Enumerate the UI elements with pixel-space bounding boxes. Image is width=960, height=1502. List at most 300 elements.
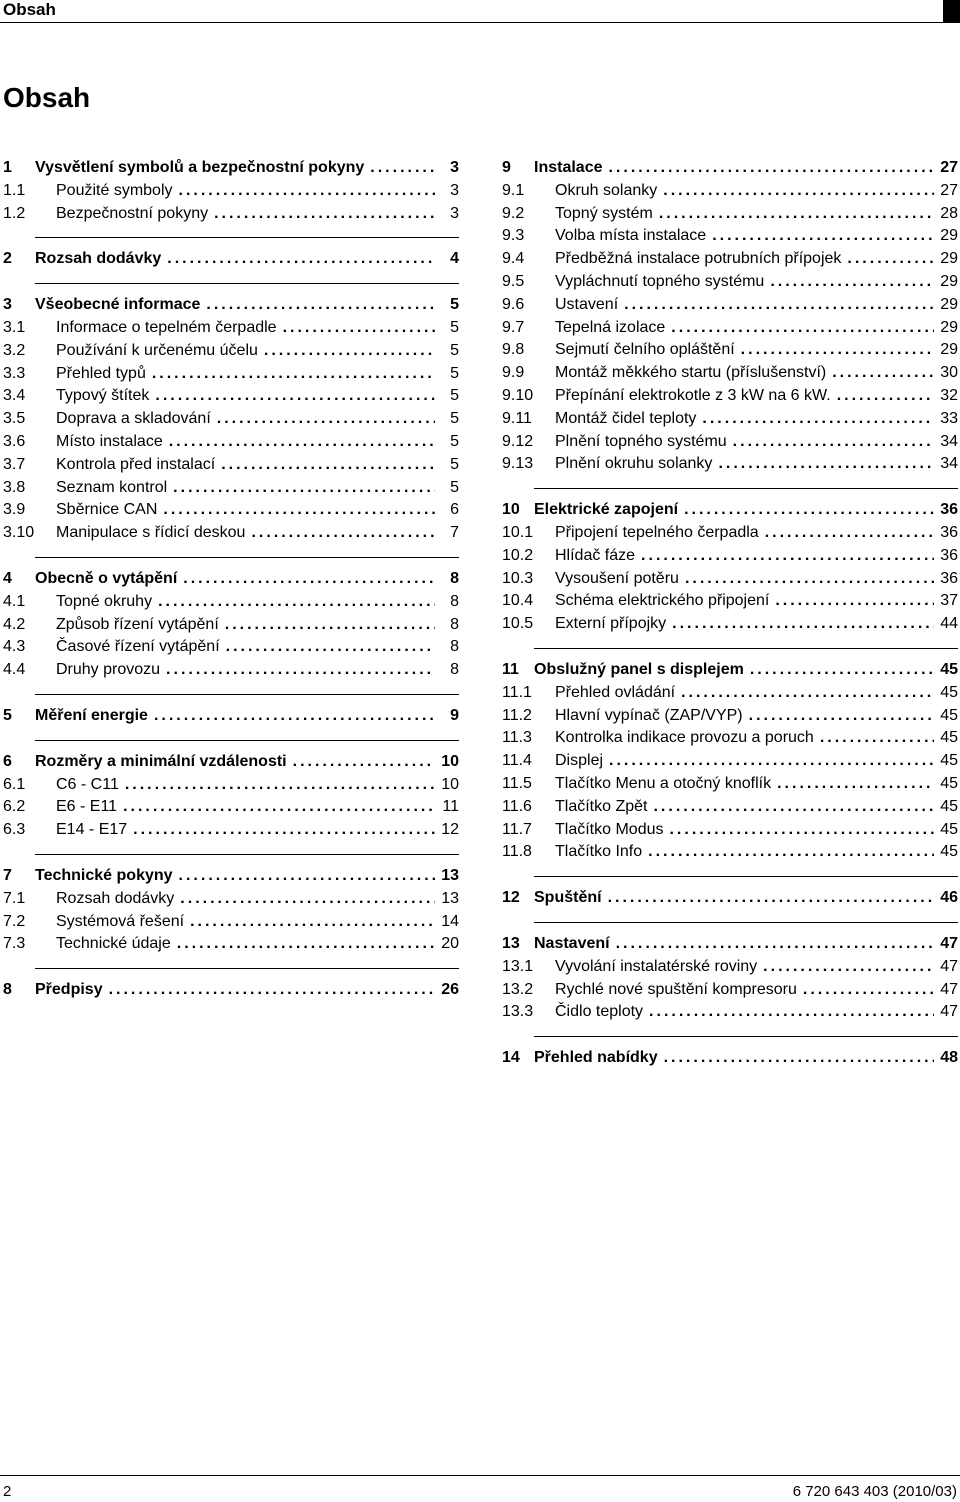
- dot-leader: [641, 545, 934, 568]
- toc-entry-page: 20: [441, 935, 459, 953]
- toc-entry-number: 9.4: [502, 250, 525, 268]
- dot-leader: [180, 888, 435, 911]
- toc-entry-title: Elektrické zapojení: [534, 501, 679, 519]
- toc-entry-page: 44: [940, 615, 958, 633]
- toc-subsection-entry[interactable]: [502, 841, 958, 864]
- page-title: Obsah: [3, 82, 91, 113]
- toc-entry-number: 3.9: [3, 501, 26, 519]
- toc-subsection-entry[interactable]: [502, 796, 958, 819]
- toc-entry-title: Schéma elektrického připojení: [555, 592, 770, 610]
- toc-entry-page: 13: [441, 866, 459, 884]
- toc-section: [3, 968, 459, 1002]
- toc-entry-page: 36: [940, 546, 958, 564]
- toc-entry-number: 11.4: [502, 752, 532, 770]
- toc-entry-page: 28: [940, 204, 958, 222]
- toc-entry-page: 5: [450, 387, 459, 405]
- toc-entry-page: 34: [940, 455, 958, 473]
- toc-entry-title: Předběžná instalace potrubních přípojek: [555, 250, 842, 268]
- toc-entry-title: E6 - E11: [56, 798, 118, 816]
- toc-entry-title: Technické pokyny: [35, 866, 173, 884]
- toc-entry-title: Přehled typů: [56, 364, 146, 382]
- toc-section: [502, 922, 958, 1024]
- toc-entry-page: 8: [450, 615, 459, 633]
- dot-leader: [214, 203, 435, 226]
- toc-entry-page: 5: [450, 296, 459, 314]
- toc-entry-title: Manipulace s řídicí deskou: [56, 524, 246, 542]
- toc-section: [3, 283, 459, 545]
- toc-entry-title: Plnění okruhu solanky: [555, 455, 713, 473]
- toc-subsection-entry[interactable]: [3, 522, 459, 545]
- toc-entry-title: Používání k určenému účelu: [56, 341, 258, 359]
- footer-page-number: 2: [3, 1483, 12, 1500]
- toc-entry-page: 36: [940, 523, 958, 541]
- dot-leader: [837, 385, 934, 408]
- toc-subsection-entry[interactable]: [502, 773, 958, 796]
- toc-subsection-entry[interactable]: [502, 248, 958, 271]
- toc-chapter-entry[interactable]: [502, 659, 958, 682]
- dot-leader: [173, 477, 435, 500]
- toc-entry-number: 13: [502, 934, 520, 952]
- toc-entry-page: 9: [450, 706, 459, 724]
- toc-entry-number: 13.3: [502, 1003, 534, 1021]
- dot-leader: [803, 979, 934, 1002]
- toc-entry-number: 13.2: [502, 980, 534, 998]
- toc-subsection-entry[interactable]: [502, 956, 958, 979]
- toc-entry-number: 3.6: [3, 432, 26, 450]
- toc-entry-title: Volba místa instalace: [555, 227, 707, 245]
- toc-subsection-entry[interactable]: [502, 408, 958, 431]
- toc-entry-title: Vysoušení potěru: [555, 569, 679, 587]
- toc-entry-title: Tlačítko Info: [555, 843, 643, 861]
- toc-subsection-entry[interactable]: [3, 363, 459, 386]
- toc-subsection-entry[interactable]: [3, 317, 459, 340]
- toc-entry-number: 11.1: [502, 683, 532, 701]
- dot-leader: [251, 522, 435, 545]
- dot-leader: [183, 568, 435, 591]
- dot-leader: [718, 453, 934, 476]
- dot-leader: [177, 933, 435, 956]
- toc-entry-page: 30: [940, 364, 958, 382]
- toc-chapter-entry[interactable]: [3, 705, 459, 728]
- dot-leader: [123, 796, 435, 819]
- toc-entry-number: 10.2: [502, 546, 534, 564]
- toc-chapter-entry[interactable]: [502, 1047, 958, 1070]
- toc-entry-title: C6 - C11: [56, 775, 119, 793]
- toc-entry-page: 32: [940, 386, 958, 404]
- toc-subsection-entry[interactable]: [502, 522, 958, 545]
- toc-entry-page: 34: [940, 432, 958, 450]
- toc-entry-title: Připojení tepelného čerpadla: [555, 523, 759, 541]
- toc-entry-title: Ustavení: [555, 295, 619, 313]
- dot-leader: [832, 362, 934, 385]
- toc-subsection-entry[interactable]: [502, 545, 958, 568]
- toc-entry-title: Seznam kontrol: [56, 478, 168, 496]
- toc-entry-title: Rozsah dodávky: [56, 889, 175, 907]
- toc-entry-number: 4: [3, 569, 12, 587]
- toc-subsection-entry[interactable]: [502, 317, 958, 340]
- toc-subsection-entry[interactable]: [3, 454, 459, 477]
- toc-section: [3, 237, 459, 271]
- toc-entry-page: 45: [940, 706, 958, 724]
- toc-entry-page: 27: [940, 181, 958, 199]
- dot-leader: [702, 408, 934, 431]
- toc-subsection-entry[interactable]: [3, 180, 459, 203]
- toc-entry-title: Rychlé nové spuštění kompresoru: [555, 980, 797, 998]
- toc-entry-number: 10: [502, 501, 520, 519]
- toc-entry-page: 12: [441, 821, 459, 839]
- toc-entry-number: 7.3: [3, 935, 26, 953]
- toc-entry-title: Systémová řešení: [56, 912, 185, 930]
- toc-entry-page: 11: [442, 798, 459, 816]
- toc-entry-title: Přehled nabídky: [534, 1049, 658, 1067]
- toc-subsection-entry[interactable]: [502, 568, 958, 591]
- toc-subsection-entry[interactable]: [502, 613, 958, 636]
- toc-section: [502, 157, 958, 476]
- toc-entry-page: 27: [940, 159, 958, 176]
- toc-section: [502, 488, 958, 636]
- dot-leader: [649, 1001, 934, 1024]
- toc-entry-page: 10: [441, 775, 459, 793]
- toc-entry-title: Tepelná izolace: [555, 318, 666, 336]
- toc-entry-page: 36: [940, 569, 958, 587]
- toc-subsection-entry[interactable]: [3, 774, 459, 797]
- toc-entry-page: 5: [450, 478, 459, 496]
- toc-entry-title: Předpisy: [35, 981, 103, 999]
- dot-leader: [158, 591, 435, 614]
- toc-entry-title: Vypláchnutí topného systému: [555, 272, 765, 290]
- dot-leader: [648, 841, 934, 864]
- toc-chapter-entry[interactable]: [3, 865, 459, 888]
- toc-entry-number: 13.1: [502, 957, 534, 975]
- toc-entry-number: 9.12: [502, 432, 534, 450]
- toc-entry-title: Přehled ovládání: [555, 683, 676, 701]
- dot-leader: [820, 727, 934, 750]
- dot-leader: [684, 499, 934, 522]
- toc-entry-number: 6.1: [3, 775, 26, 793]
- toc-subsection-entry[interactable]: [502, 203, 958, 226]
- toc-entry-title: Všeobecné informace: [35, 296, 201, 314]
- toc-entry-number: 9.6: [502, 295, 525, 313]
- running-header-label: Obsah: [3, 0, 56, 19]
- toc-entry-number: 1: [3, 159, 12, 176]
- toc-entry-title: Hlavní vypínač (ZAP/VYP): [555, 706, 743, 724]
- toc-entry-number: 9.8: [502, 341, 525, 359]
- toc-entry-number: 10.4: [502, 592, 534, 610]
- toc-entry-page: 5: [450, 455, 459, 473]
- dot-leader: [179, 865, 435, 888]
- toc-entry-page: 29: [940, 250, 958, 268]
- toc-entry-number: 6: [3, 752, 12, 770]
- toc-chapter-entry[interactable]: [502, 887, 958, 910]
- toc-entry-page: 5: [450, 341, 459, 359]
- dot-leader: [225, 614, 435, 637]
- toc-entry-number: 2: [3, 250, 12, 268]
- dot-leader: [155, 385, 435, 408]
- dot-leader: [685, 568, 934, 591]
- toc-chapter-entry[interactable]: [502, 499, 958, 522]
- dot-leader: [616, 933, 934, 956]
- dot-leader: [133, 819, 435, 842]
- toc-section: [3, 557, 459, 682]
- running-header: [0, 0, 960, 22]
- toc-subsection-entry[interactable]: [3, 340, 459, 363]
- toc-entry-page: 45: [940, 729, 958, 747]
- toc-subsection-entry[interactable]: [3, 911, 459, 934]
- dot-leader: [659, 203, 934, 226]
- toc-entry-page: 14: [441, 912, 459, 930]
- toc-entry-title: Montáž čidel teploty: [555, 409, 697, 427]
- toc-chapter-entry[interactable]: [3, 568, 459, 591]
- toc-entry-title: Informace o tepelném čerpadle: [56, 318, 277, 336]
- dot-leader: [608, 157, 934, 180]
- toc-entry-title: Bezpečnostní pokyny: [56, 204, 209, 222]
- toc-chapter-entry[interactable]: [502, 157, 958, 180]
- toc-subsection-entry[interactable]: [502, 294, 958, 317]
- toc-entry-number: 9.9: [502, 364, 525, 382]
- toc-entry-title: Spuštění: [534, 889, 602, 907]
- toc-entry-page: 45: [940, 820, 958, 838]
- toc-entry-number: 3.5: [3, 410, 26, 428]
- toc-entry-number: 3: [3, 296, 12, 314]
- toc-chapter-entry[interactable]: [502, 933, 958, 956]
- toc-subsection-entry[interactable]: [3, 796, 459, 819]
- toc-entry-number: 11: [502, 660, 519, 678]
- dot-leader: [152, 363, 435, 386]
- dot-leader: [775, 590, 934, 613]
- toc-subsection-entry[interactable]: [502, 750, 958, 773]
- toc-entry-page: 5: [450, 364, 459, 382]
- toc-subsection-entry[interactable]: [3, 636, 459, 659]
- dot-leader: [264, 340, 435, 363]
- toc-subsection-entry[interactable]: [502, 225, 958, 248]
- dot-leader: [741, 339, 934, 362]
- toc-section: [3, 157, 459, 225]
- toc-subsection-entry[interactable]: [502, 819, 958, 842]
- toc-entry-page: 7: [450, 524, 459, 542]
- toc-entry-number: 3.10: [3, 524, 35, 542]
- toc-entry-title: Typový štítek: [56, 387, 150, 405]
- toc-entry-page: 3: [450, 159, 459, 176]
- toc-entry-page: 6: [450, 501, 459, 519]
- toc-entry-page: 3: [450, 204, 459, 222]
- dot-leader: [681, 682, 934, 705]
- toc-subsection-entry[interactable]: [502, 682, 958, 705]
- toc-entry-title: Doprava a skladování: [56, 410, 211, 428]
- toc-subsection-entry[interactable]: [502, 590, 958, 613]
- dot-leader: [664, 1047, 934, 1070]
- toc-entry-number: 11.5: [502, 774, 532, 792]
- toc-entry-number: 10.5: [502, 615, 534, 633]
- footer-rule: [0, 1475, 960, 1476]
- toc-subsection-entry[interactable]: [3, 819, 459, 842]
- toc-entry-page: 5: [450, 432, 459, 450]
- toc-entry-page: 29: [940, 295, 958, 313]
- toc-entry-number: 11.7: [502, 820, 532, 838]
- toc-entry-page: 45: [940, 752, 958, 770]
- toc-entry-page: 8: [450, 661, 459, 679]
- toc-entry-number: 11.8: [502, 843, 532, 861]
- toc-entry-title: Použité symboly: [56, 181, 173, 199]
- dot-leader: [624, 294, 934, 317]
- toc-entry-page: 45: [940, 797, 958, 815]
- toc-entry-title: Časové řízení vytápění: [56, 638, 220, 656]
- toc-entry-page: 26: [441, 981, 459, 999]
- toc-entry-number: 4.1: [3, 592, 26, 610]
- toc-chapter-entry[interactable]: [3, 979, 459, 1002]
- toc-entry-number: 14: [502, 1049, 520, 1067]
- dot-leader: [370, 157, 435, 180]
- toc-subsection-entry[interactable]: [502, 180, 958, 203]
- toc-section: [3, 740, 459, 842]
- toc-entry-number: 6.3: [3, 821, 26, 839]
- toc-entry-number: 9.11: [502, 409, 532, 427]
- toc-entry-number: 3.7: [3, 455, 26, 473]
- toc-subsection-entry[interactable]: [502, 453, 958, 476]
- toc-entry-title: Sběrnice CAN: [56, 501, 158, 519]
- dot-leader: [163, 499, 435, 522]
- toc-subsection-entry[interactable]: [3, 659, 459, 682]
- toc-entry-number: 6.2: [3, 798, 26, 816]
- toc-entry-title: Okruh solanky: [555, 181, 658, 199]
- toc-entry-number: 11.2: [502, 706, 532, 724]
- toc-entry-number: 9.13: [502, 455, 534, 473]
- toc-entry-title: Způsob řízení vytápění: [56, 615, 219, 633]
- toc-entry-page: 45: [940, 774, 958, 792]
- toc-subsection-entry[interactable]: [3, 591, 459, 614]
- toc-entry-title: Plnění topného systému: [555, 432, 727, 450]
- toc-subsection-entry[interactable]: [502, 339, 958, 362]
- toc-entry-page: 13: [441, 889, 459, 907]
- dot-leader: [221, 454, 435, 477]
- toc-subsection-entry[interactable]: [3, 385, 459, 408]
- toc-entry-page: 10: [441, 752, 459, 770]
- dot-leader: [166, 659, 435, 682]
- dot-leader: [712, 225, 934, 248]
- toc-entry-page: 48: [940, 1049, 958, 1067]
- dot-leader: [750, 659, 934, 682]
- toc-subsection-entry[interactable]: [3, 203, 459, 226]
- toc-entry-title: Vyvolání instalatérské roviny: [555, 957, 758, 975]
- toc-subsection-entry[interactable]: [3, 408, 459, 431]
- dot-leader: [777, 773, 934, 796]
- dot-leader: [226, 636, 435, 659]
- toc-entry-number: 1.1: [3, 181, 26, 199]
- toc-entry-number: 7.1: [3, 889, 26, 907]
- toc-entry-page: 45: [940, 683, 958, 701]
- dot-leader: [663, 180, 934, 203]
- header-marker: [943, 0, 960, 22]
- toc-section: [3, 854, 459, 956]
- toc-entry-page: 46: [940, 889, 958, 907]
- toc-chapter-entry[interactable]: [3, 248, 459, 271]
- toc-subsection-entry[interactable]: [502, 431, 958, 454]
- toc-chapter-entry[interactable]: [3, 157, 459, 180]
- dot-leader: [154, 705, 435, 728]
- toc-entry-number: 3.1: [3, 318, 26, 336]
- toc-subsection-entry[interactable]: [3, 499, 459, 522]
- toc-entry-title: Měření energie: [35, 706, 148, 724]
- toc-entry-page: 5: [450, 410, 459, 428]
- toc-entry-title: Kontrolka indikace provozu a poruch: [555, 729, 814, 747]
- toc-entry-number: 5: [3, 706, 12, 724]
- toc-entry-page: 29: [940, 318, 958, 336]
- toc-entry-title: Technické údaje: [56, 935, 171, 953]
- toc-entry-number: 3.3: [3, 364, 26, 382]
- toc-subsection-entry[interactable]: [502, 385, 958, 408]
- dot-leader: [672, 613, 934, 636]
- toc-section: [502, 648, 958, 864]
- dot-leader: [293, 751, 435, 774]
- toc-subsection-entry[interactable]: [502, 271, 958, 294]
- dot-leader: [217, 408, 435, 431]
- toc-chapter-entry[interactable]: [3, 294, 459, 317]
- toc-subsection-entry[interactable]: [3, 933, 459, 956]
- dot-leader: [125, 774, 435, 797]
- toc-column-right: [502, 157, 958, 1070]
- dot-leader: [733, 431, 934, 454]
- dot-leader: [179, 180, 436, 203]
- toc-entry-number: 11.6: [502, 797, 532, 815]
- toc-entry-number: 8: [3, 981, 12, 999]
- toc-entry-number: 4.4: [3, 661, 26, 679]
- toc-entry-page: 47: [940, 957, 958, 975]
- toc-entry-page: 8: [450, 569, 459, 587]
- dot-leader: [167, 248, 435, 271]
- toc-entry-title: Obecně o vytápění: [35, 569, 178, 587]
- toc-entry-title: Druhy provozu: [56, 661, 161, 679]
- dot-leader: [190, 911, 435, 934]
- toc-subsection-entry[interactable]: [502, 362, 958, 385]
- dot-leader: [765, 522, 934, 545]
- toc-entry-page: 29: [940, 341, 958, 359]
- toc-entry-title: Topný systém: [555, 204, 653, 222]
- toc-entry-page: 37: [940, 592, 958, 610]
- toc-entry-page: 8: [450, 638, 459, 656]
- toc-entry-title: Přepínání elektrokotle z 3 kW na 6 kW.: [555, 386, 831, 404]
- toc-entry-page: 36: [940, 501, 958, 519]
- toc-entry-number: 9: [502, 159, 511, 176]
- toc-entry-page: 8: [450, 592, 459, 610]
- toc-chapter-entry[interactable]: [3, 751, 459, 774]
- toc-subsection-entry[interactable]: [502, 705, 958, 728]
- toc-entry-page: 3: [450, 181, 459, 199]
- toc-entry-page: 47: [940, 934, 958, 952]
- toc-subsection-entry[interactable]: [3, 477, 459, 500]
- toc-entry-title: Vysvětlení symbolů a bezpečnostní pokyny: [35, 159, 365, 176]
- toc-subsection-entry[interactable]: [502, 727, 958, 750]
- toc-subsection-entry[interactable]: [3, 431, 459, 454]
- toc-entry-number: 1.2: [3, 204, 26, 222]
- toc-entry-number: 4.3: [3, 638, 26, 656]
- dot-leader: [609, 750, 934, 773]
- toc-subsection-entry[interactable]: [502, 1001, 958, 1024]
- toc-entry-number: 10.3: [502, 569, 534, 587]
- toc-subsection-entry[interactable]: [3, 888, 459, 911]
- toc-subsection-entry[interactable]: [502, 979, 958, 1002]
- toc-entry-title: Instalace: [534, 159, 603, 176]
- toc-entry-page: 29: [940, 272, 958, 290]
- toc-entry-title: Rozsah dodávky: [35, 250, 162, 268]
- dot-leader: [109, 979, 435, 1002]
- toc-subsection-entry[interactable]: [3, 614, 459, 637]
- toc-entry-title: Topné okruhy: [56, 592, 153, 610]
- toc-section: [3, 694, 459, 728]
- dot-leader: [847, 248, 934, 271]
- toc-entry-number: 9.7: [502, 318, 525, 336]
- toc-entry-title: Montáž měkkého startu (příslušenství): [555, 364, 827, 382]
- toc-entry-title: Rozměry a minimální vzdálenosti: [35, 752, 287, 770]
- toc-entry-page: 45: [940, 843, 958, 861]
